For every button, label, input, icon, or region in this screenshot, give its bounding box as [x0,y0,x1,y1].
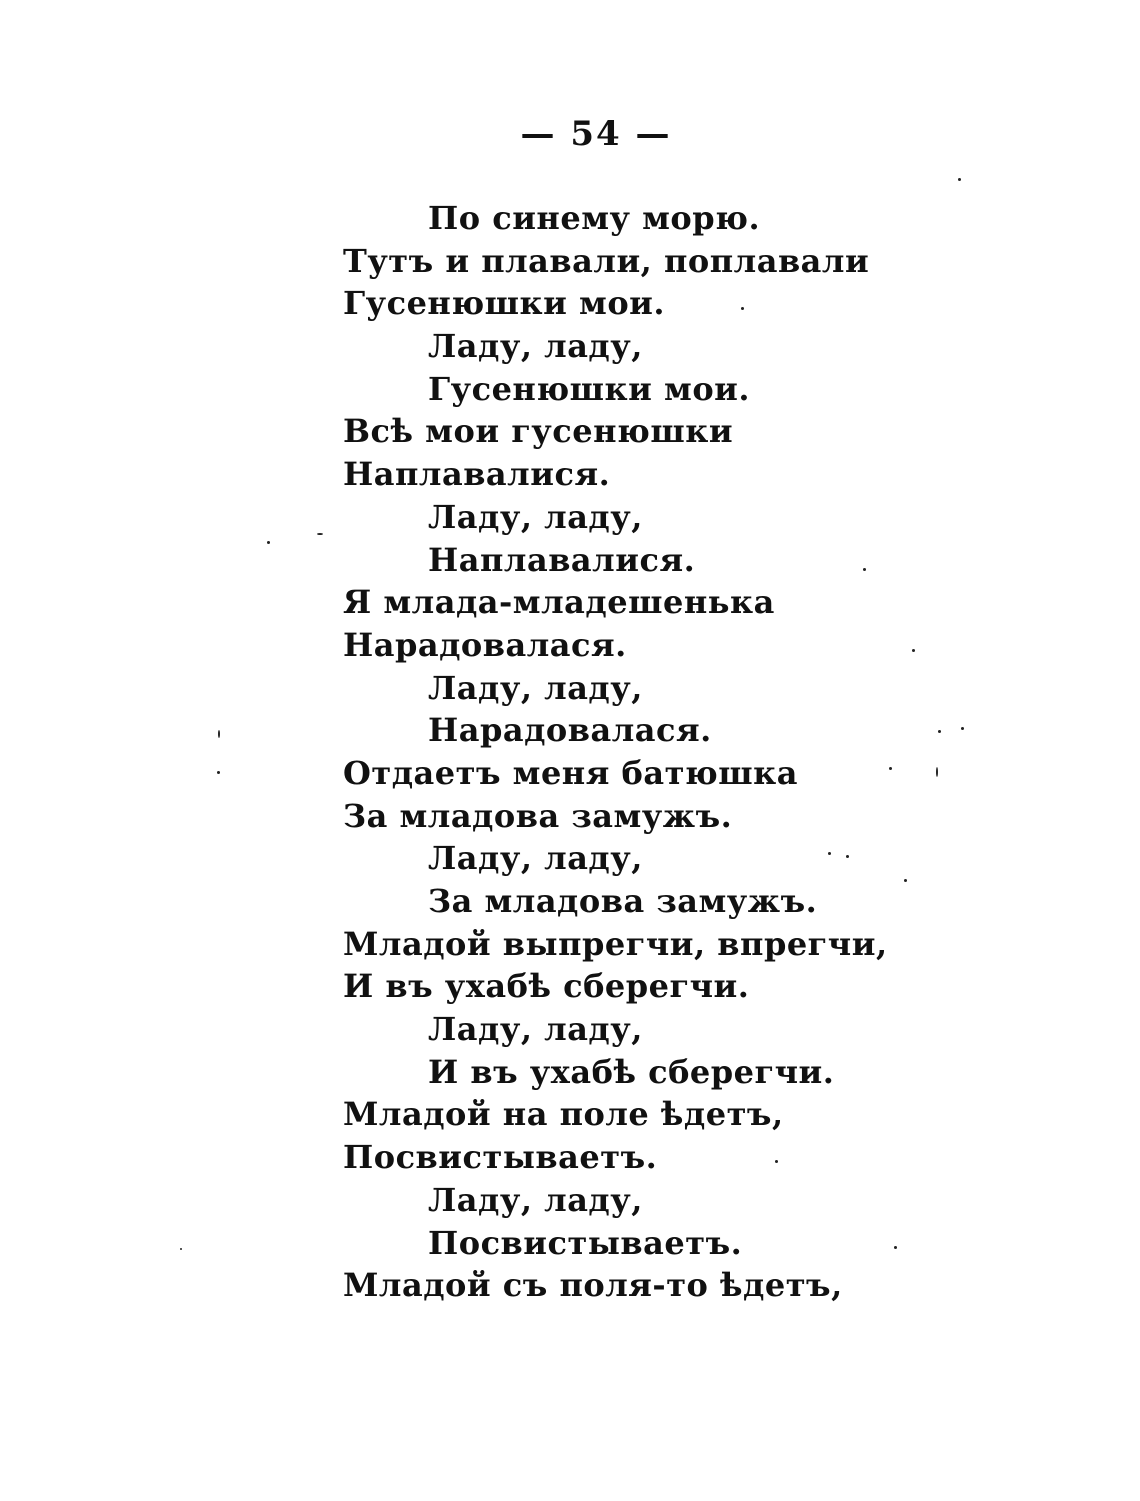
poem-line: По синему морю. [428,199,761,237]
poem-line: Младой на поле ѣдетъ, [343,1095,784,1134]
speck [217,771,220,774]
speck [775,1160,778,1163]
page-number: — 54 — [520,114,672,154]
poem-line: Ладу, ладу, [428,668,643,707]
poem-line: И въ ухабѣ сберегчи. [343,967,750,1006]
poem-line: Посвистываетъ. [428,1223,743,1262]
poem-line: Наплавалися. [343,455,611,494]
poem-line: Гусенюшки мои. [343,284,666,323]
speck [218,730,220,738]
poem-text [343,197,1043,1307]
poem-line: Всѣ мои гусенюшки [343,412,734,451]
speck [741,307,744,310]
speck [889,767,892,770]
poem-line: Тутъ и плавали, поплавали [343,241,870,280]
speck [267,541,270,544]
poem-line: Отдаетъ меня батюшка [343,753,798,792]
speck [846,855,849,858]
speck [912,649,915,652]
poem-line: Я млада-младешенька [343,583,775,622]
speck [961,727,964,730]
poem-line: Младой съ поля-то ѣдетъ, [343,1266,843,1305]
speck [828,852,831,855]
poem-line: Ладу, ладу, [428,327,643,366]
poem-line: Посвистываетъ. [343,1138,658,1177]
poem-line: Наплавалися. [428,540,696,579]
speck [904,879,907,882]
poem-line: И въ ухабѣ сберегчи. [428,1052,835,1091]
poem-line: Ладу, ладу, [428,497,643,536]
poem-line: За младова замужъ. [343,796,733,835]
poem-line: Ладу, ладу, [428,1010,643,1049]
poem-line: За младова замужъ. [428,882,818,920]
speck [317,533,323,535]
poem-line: Нарадовалася. [343,625,627,664]
speck [938,730,941,733]
poem-line: Ладу, ладу, [428,839,643,878]
speck [894,1246,897,1249]
poem-line: Младой выпрегчи, впрегчи, [343,924,888,963]
poem-line: Ладу, ладу, [428,1180,643,1219]
speck [863,568,866,571]
speck [936,767,938,777]
poem-line: Гусенюшки мои. [428,369,751,408]
speck [180,1248,182,1250]
poem-line: Нарадовалася. [428,711,712,750]
speck [958,178,961,181]
